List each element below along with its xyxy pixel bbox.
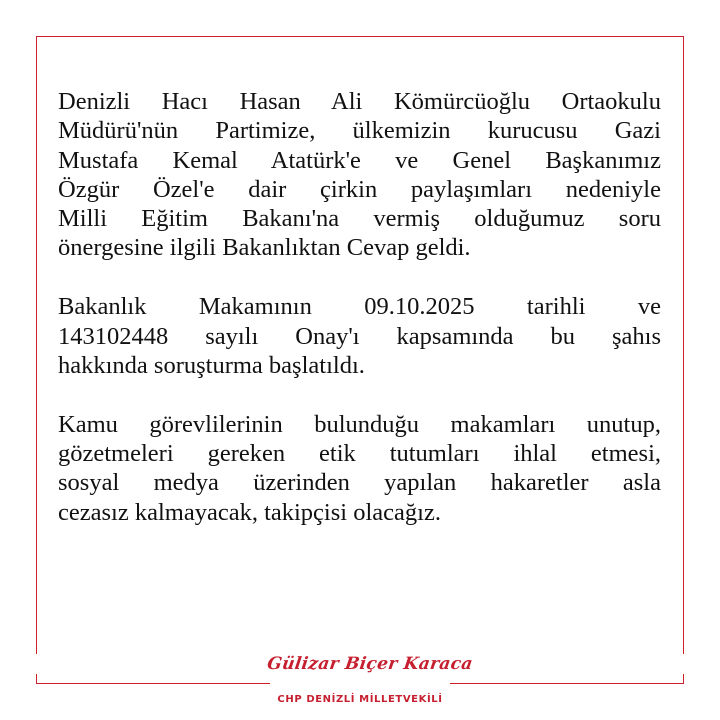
paragraph-2 bbox=[58, 292, 661, 380]
signature bbox=[0, 654, 720, 674]
statement-body bbox=[58, 87, 661, 556]
text-line: Denizli Hacı Hasan Ali Kömürcüoğlu Ortaokulu bbox=[58, 88, 661, 115]
signature-block bbox=[0, 654, 720, 714]
text-line: Milli Eğitim Bakanı'na vermiş olduğumuz soru bbox=[58, 205, 661, 233]
text-line: cezasız kalmayacak, takipçisi olacağız. bbox=[58, 498, 441, 526]
text-line: 143102448 sayılı Onay'ı kapsamında bu şahıs bbox=[58, 322, 661, 350]
text-line: sosyal medya üzerinden yapılan hakaretler asla bbox=[58, 469, 661, 497]
text-line: önergesine ilgili Bakanlıktan Cevap geldi. bbox=[58, 234, 471, 262]
text-line: Mustafa Kemal Atatürk'e ve Genel Başkanımız bbox=[58, 146, 661, 174]
paragraph-1 bbox=[58, 87, 661, 263]
paragraph-3 bbox=[58, 410, 661, 527]
text-line: Müdürü'nün Partimize, ülkemizin kurucusu Gazi bbox=[58, 117, 661, 145]
text-line: gözetmeleri gereken etik tutumları ihlal etmesi, bbox=[58, 439, 661, 467]
text-line: Özgür Özel'e dair çirkin paylaşımları nedeniyle bbox=[58, 175, 661, 203]
signature-name: Gülizar Biçer Karaca bbox=[256, 654, 484, 674]
signature-title: CHP DENİZLİ MİLLETVEKİLİ bbox=[277, 694, 443, 705]
text-line: Bakanlık Makamının 09.10.2025 tarihli ve bbox=[58, 293, 661, 321]
text-line: Kamu görevlilerinin bulunduğu makamları unutup, bbox=[58, 410, 661, 438]
text-line: hakkında soruşturma başlatıldı. bbox=[58, 351, 365, 379]
